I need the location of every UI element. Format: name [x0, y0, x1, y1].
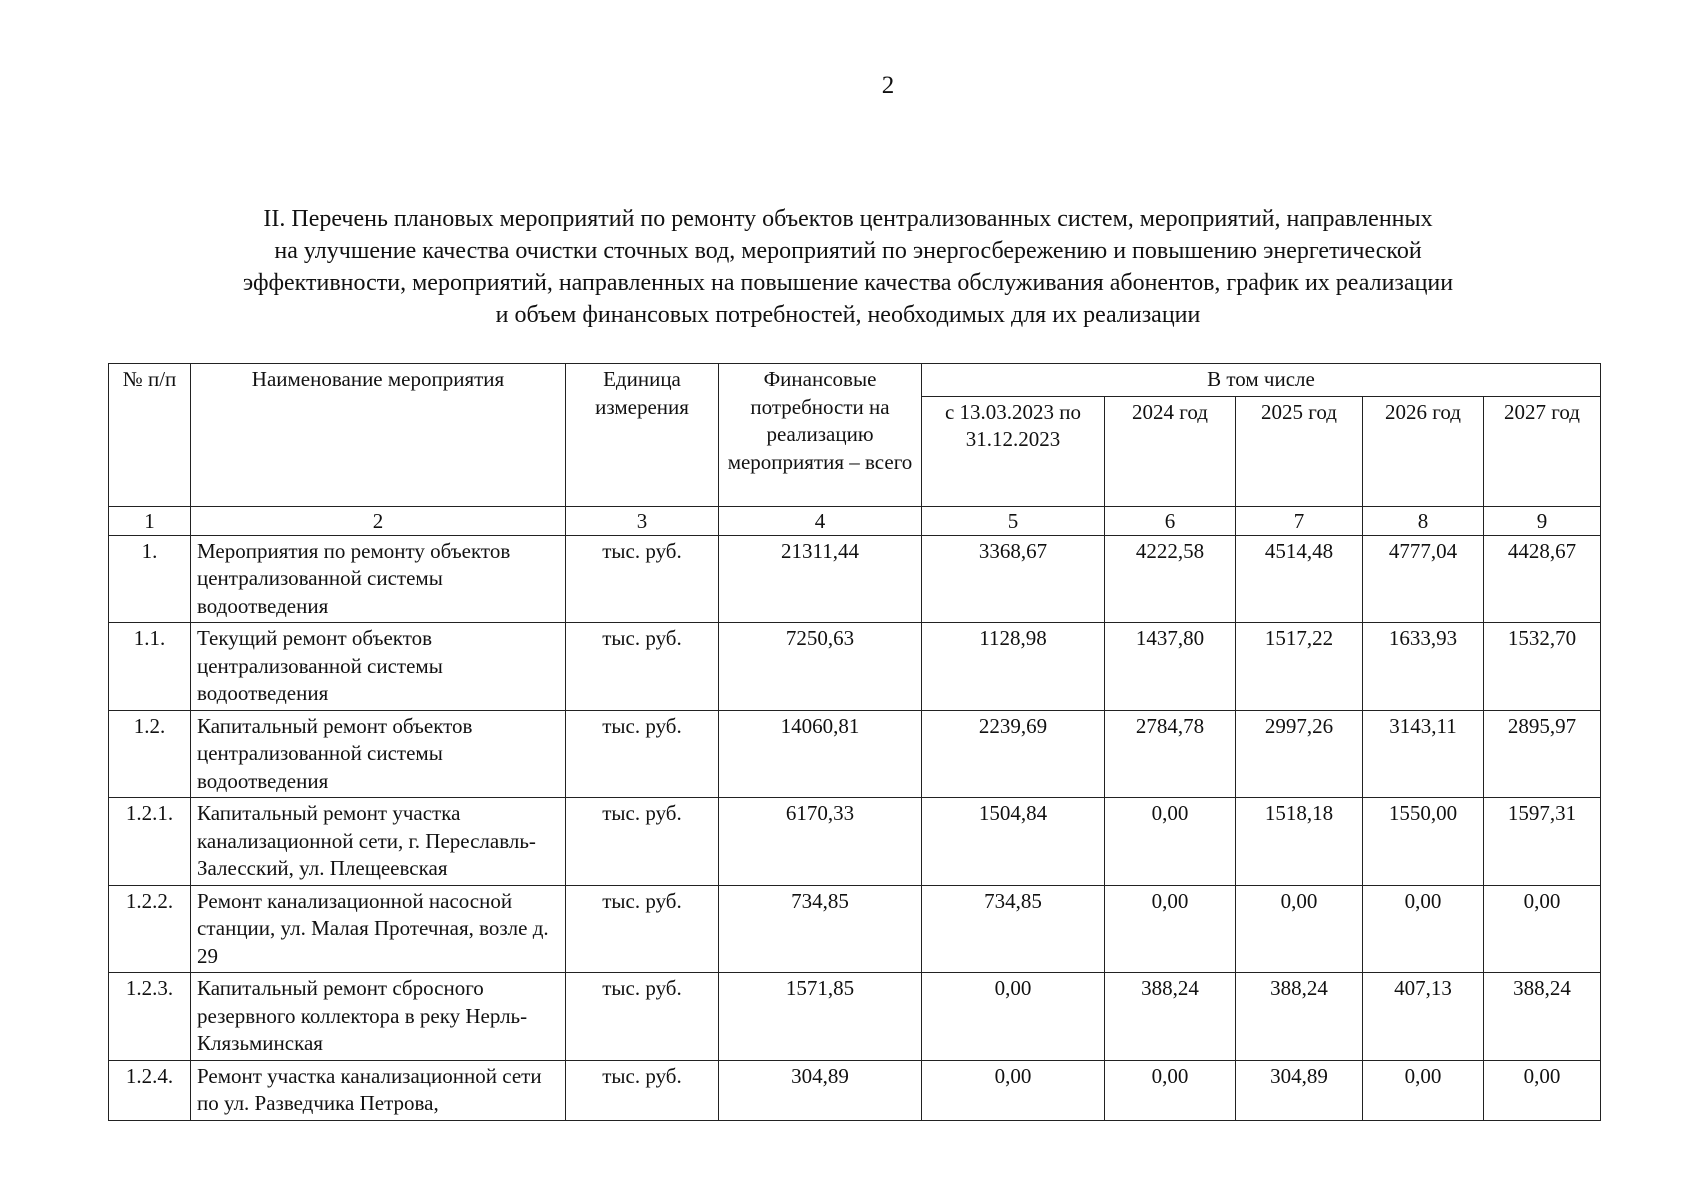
table-row [109, 1060, 1601, 1120]
row-2027: 388,24 [1484, 973, 1601, 1061]
column-number: 2 [191, 506, 566, 535]
row-2026: 3143,11 [1363, 710, 1484, 798]
row-2024: 388,24 [1105, 973, 1236, 1061]
header-period-2023: с 13.03.2023 по 31.12.2023 [922, 396, 1105, 506]
title-line: II. Перечень плановых мероприятий по ремонту объектов централизованных систем, мероприятий, направленных [263, 206, 1433, 232]
header-total: Финансовые потребности на реализацию мероприятия – всего [719, 364, 922, 507]
table-row [109, 623, 1601, 711]
table-row [109, 535, 1601, 623]
row-2027: 1597,31 [1484, 798, 1601, 886]
table-row [109, 798, 1601, 886]
column-number: 1 [109, 506, 191, 535]
title-line: эффективности, мероприятий, направленных на повышение качества обслуживания абонентов, график их реализации [242, 270, 1454, 296]
row-2023: 1504,84 [922, 798, 1105, 886]
header-2027: 2027 год [1484, 396, 1601, 506]
header-including: В том числе [922, 364, 1601, 397]
column-number: 4 [719, 506, 922, 535]
column-number: 9 [1484, 506, 1601, 535]
row-2024: 1437,80 [1105, 623, 1236, 711]
row-2025: 304,89 [1236, 1060, 1363, 1120]
row-unit: тыс. руб. [566, 623, 719, 711]
row-unit: тыс. руб. [566, 973, 719, 1061]
title-line: и объем финансовых потребностей, необходимых для их реализации [495, 302, 1201, 328]
row-2024: 0,00 [1105, 885, 1236, 973]
row-num: 1.2.2. [109, 885, 191, 973]
row-name: Капитальный ремонт объектов централизованной системы водоотведения [191, 710, 566, 798]
row-2025: 2997,26 [1236, 710, 1363, 798]
column-number: 3 [566, 506, 719, 535]
row-2024: 0,00 [1105, 1060, 1236, 1120]
row-2023: 0,00 [922, 973, 1105, 1061]
row-num: 1.2.4. [109, 1060, 191, 1120]
header-2025: 2025 год [1236, 396, 1363, 506]
header-name: Наименование мероприятия [191, 364, 566, 507]
table-row [109, 973, 1601, 1061]
row-2027: 0,00 [1484, 885, 1601, 973]
row-total: 21311,44 [719, 535, 922, 623]
title-line: на улучшение качества очистки сточных вод, мероприятий по энергосбережению и повышению энергетической [274, 238, 1422, 264]
row-2027: 2895,97 [1484, 710, 1601, 798]
row-2023: 1128,98 [922, 623, 1105, 711]
row-2023: 3368,67 [922, 535, 1105, 623]
header-2024: 2024 год [1105, 396, 1236, 506]
table-row [109, 710, 1601, 798]
row-unit: тыс. руб. [566, 535, 719, 623]
row-total: 7250,63 [719, 623, 922, 711]
row-num: 1.2.3. [109, 973, 191, 1061]
column-number: 7 [1236, 506, 1363, 535]
row-2026: 0,00 [1363, 885, 1484, 973]
row-num: 1.2. [109, 710, 191, 798]
header-unit: Единица измерения [566, 364, 719, 507]
row-num: 1.1. [109, 623, 191, 711]
row-name: Капитальный ремонт сбросного резервного коллектора в реку Нерль-Клязьминская [191, 973, 566, 1061]
row-name: Текущий ремонт объектов централизованной системы водоотведения [191, 623, 566, 711]
row-2026: 0,00 [1363, 1060, 1484, 1120]
row-unit: тыс. руб. [566, 710, 719, 798]
column-number: 5 [922, 506, 1105, 535]
row-num: 1.2.1. [109, 798, 191, 886]
row-total: 304,89 [719, 1060, 922, 1120]
row-unit: тыс. руб. [566, 885, 719, 973]
row-2024: 2784,78 [1105, 710, 1236, 798]
row-unit: тыс. руб. [566, 1060, 719, 1120]
row-name: Ремонт канализационной насосной станции, ул. Малая Протечная, возле д. 29 [191, 885, 566, 973]
row-2025: 388,24 [1236, 973, 1363, 1061]
measures-table [108, 363, 1601, 1121]
row-2024: 0,00 [1105, 798, 1236, 886]
row-2025: 4514,48 [1236, 535, 1363, 623]
column-number-row [109, 506, 1601, 535]
row-total: 14060,81 [719, 710, 922, 798]
row-total: 6170,33 [719, 798, 922, 886]
row-2027: 1532,70 [1484, 623, 1601, 711]
row-2027: 0,00 [1484, 1060, 1601, 1120]
row-total: 734,85 [719, 885, 922, 973]
row-2023: 2239,69 [922, 710, 1105, 798]
row-2025: 1518,18 [1236, 798, 1363, 886]
row-name: Капитальный ремонт участка канализационной сети, г. Переславль-Залесский, ул. Плещеевская [191, 798, 566, 886]
page-number: 2 [881, 72, 895, 99]
row-2025: 0,00 [1236, 885, 1363, 973]
column-number: 6 [1105, 506, 1236, 535]
row-2027: 4428,67 [1484, 535, 1601, 623]
table-row [109, 885, 1601, 973]
row-2026: 1550,00 [1363, 798, 1484, 886]
row-total: 1571,85 [719, 973, 922, 1061]
row-name: Ремонт участка канализационной сети по ул. Разведчика Петрова, [191, 1060, 566, 1120]
row-2024: 4222,58 [1105, 535, 1236, 623]
row-2026: 407,13 [1363, 973, 1484, 1061]
row-unit: тыс. руб. [566, 798, 719, 886]
row-2026: 1633,93 [1363, 623, 1484, 711]
row-2026: 4777,04 [1363, 535, 1484, 623]
header-row [109, 364, 1601, 397]
row-2023: 0,00 [922, 1060, 1105, 1120]
header-num: № п/п [109, 364, 191, 507]
row-2023: 734,85 [922, 885, 1105, 973]
column-number: 8 [1363, 506, 1484, 535]
document-title [120, 203, 1576, 331]
header-2026: 2026 год [1363, 396, 1484, 506]
row-num: 1. [109, 535, 191, 623]
row-2025: 1517,22 [1236, 623, 1363, 711]
row-name: Мероприятия по ремонту объектов централизованной системы водоотведения [191, 535, 566, 623]
